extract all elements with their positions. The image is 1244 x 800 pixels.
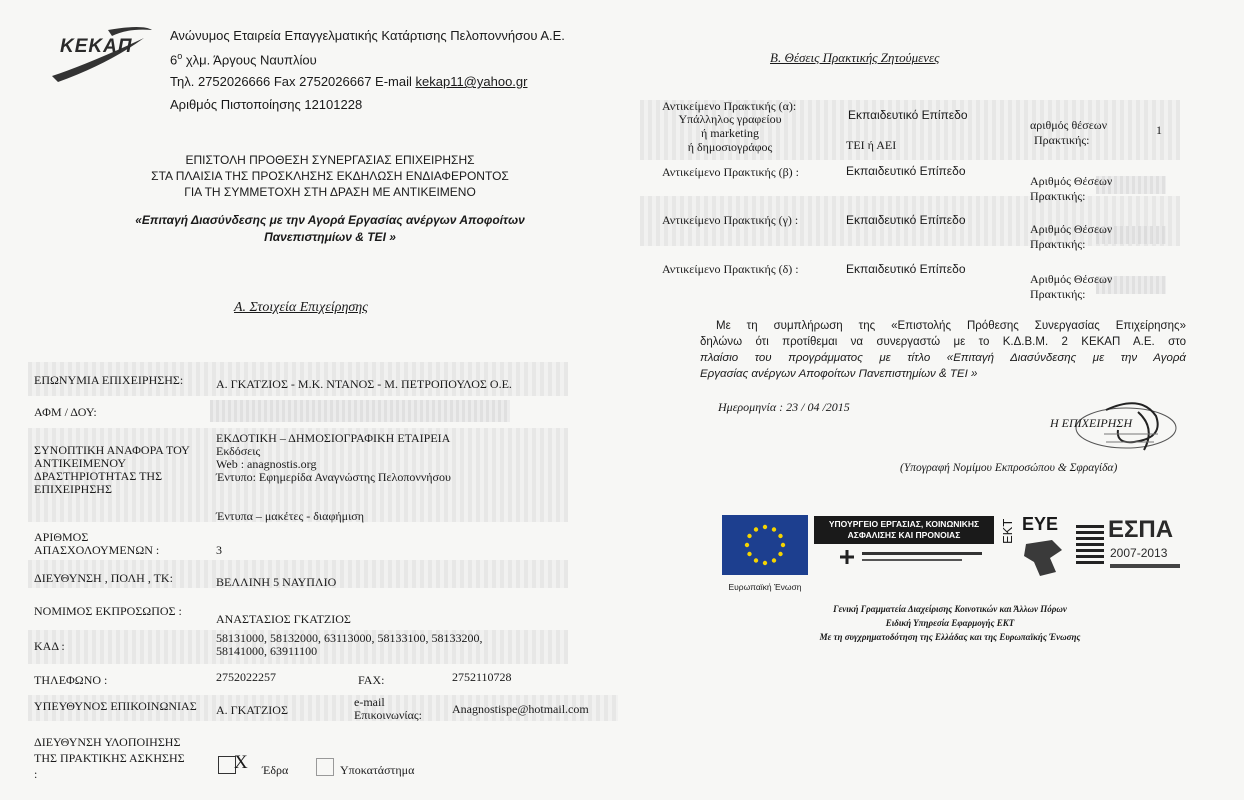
cross-icon <box>840 550 854 564</box>
positions-a-value: 1 <box>1156 123 1162 137</box>
positions-c-label-line: Αριθμός Θέσεων <box>1030 222 1113 236</box>
fax-label: FAX: <box>358 673 385 687</box>
declaration-line: δηλώνω ότι προτίθεμαι να συνεργαστώ με το Κ.Δ.Β.Μ. 2 ΚΕΚΑΠ Α.Ε. στο <box>700 336 1186 348</box>
positions-b-label-line: Πρακτικής: <box>1030 189 1086 203</box>
company-stamp <box>1046 398 1186 464</box>
eye-label: ΕΥΕ <box>1022 514 1059 534</box>
kekap-logo <box>48 24 158 84</box>
representative-label: ΝΟΜΙΜΟΣ ΕΚΠΡΟΣΩΠΟΣ : <box>34 604 182 618</box>
company-name: Ανώνυμος Εταιρεία Επαγγελματικής Κατάρτισης Πελοποννήσου Α.Ε. <box>170 28 565 43</box>
seat-label: Έδρα <box>262 763 289 777</box>
phone-value: 2752022257 <box>216 670 276 684</box>
activity-label-line: ΕΠΙΧΕΙΡΗΣΗΣ <box>34 482 112 496</box>
address-label: ΔΙΕΥΘΥΝΣΗ , ΠΟΛΗ , ΤΚ: <box>34 571 173 585</box>
address-rest: χλμ. Άργους Ναυπλίου <box>182 52 317 68</box>
declaration-line: Εργασίας ανέργων Αποφοίτων Πανεπιστημίων & ΤΕΙ » <box>700 368 978 380</box>
ekt-eye-logo <box>1000 514 1070 586</box>
positions-d-label-line: Πρακτικής: <box>1030 287 1086 301</box>
ministry-line: ΑΣΦΑΛΙΣΗΣ ΚΑΙ ΠΡΟΝΟΙΑΣ <box>847 530 961 540</box>
positions-d-label <box>1030 272 1112 302</box>
title-line: ΣΤΑ ΠΛΑΙΣΙΑ ΤΗΣ ΠΡΟΣΚΛΗΣΗΣ ΕΚΔΗΛΩΣΗ ΕΝΔΙΑΦΕΡΟΝΤΟΣ <box>151 169 509 183</box>
position-a-line: ή marketing <box>701 126 759 140</box>
edu-level-a-value: ΤΕΙ ή ΑΕΙ <box>846 138 897 152</box>
employees-label <box>34 531 159 557</box>
place-label-line: ΤΗΣ ΠΡΑΚΤΙΚΗΣ ΑΣΚΗΣΗΣ <box>34 751 185 765</box>
program-title-line: «Επιταγή Διασύνδεσης με την Αγορά Εργασίας ανέργων Αποφοίτων <box>135 213 525 227</box>
activity-line: ΕΚΔΟΤΙΚΗ – ΔΗΜΟΣΙΟΓΡΑΦΙΚΗ ΕΤΑΙΡΕΙΑ <box>216 431 451 445</box>
positions-b-label-line: Αριθμός Θέσεων <box>1030 174 1113 188</box>
branch-checkbox[interactable] <box>316 758 334 776</box>
redacted-afm <box>210 400 510 422</box>
contact-email-value: Anagnostispe@hotmail.com <box>452 702 589 716</box>
letter-title <box>90 152 570 200</box>
kad-label: ΚΑΔ : <box>34 639 65 653</box>
representative-value: ΑΝΑΣΤΑΣΙΟΣ ΓΚΑΤΖΙΟΣ <box>216 612 351 626</box>
espa-stripes-icon <box>1076 524 1104 564</box>
espa-logo <box>1076 516 1186 586</box>
afm-label: ΑΦΜ / ΔΟΥ: <box>34 405 97 419</box>
position-c-label: Αντικείμενο Πρακτικής (γ) : <box>662 213 799 227</box>
name-label: ΕΠΩΝΥΜΙΑ ΕΠΙΧΕΙΡΗΣΗΣ: <box>34 373 184 387</box>
kad-line: 58131000, 58132000, 63113000, 58133100, 58133200, <box>216 631 483 645</box>
footer-line: Γενική Γραμματεία Διαχείρισης Κοινοτικών και Άλλων Πόρων <box>833 604 1067 614</box>
title-line: ΕΠΙΣΤΟΛΗ ΠΡΟΘΕΣΗ ΣΥΝΕΡΓΑΣΙΑΣ ΕΠΙΧΕΙΡΗΣΗΣ <box>185 153 475 167</box>
title-line: ΓΙΑ ΤΗ ΣΥΜΜΕΤΟΧΗ ΣΤΗ ΔΡΑΣΗ ΜΕ ΑΝΤΙΚΕΙΜΕΝΟ <box>184 185 476 199</box>
activity-label-line: ΣΥΝΟΠΤΙΚΗ ΑΝΑΦΟΡΑ ΤΟΥ <box>34 443 190 457</box>
email-link[interactable]: kekap11@yahoo.gr <box>415 74 528 89</box>
contact-value: Α. ΓΚΑΤΖΙΟΣ <box>216 703 288 717</box>
activity-extra: Έντυπα – μακέτες - διαφήμιση <box>216 509 365 523</box>
place-label-line: : <box>34 767 38 781</box>
activity-line: Web : anagnostis.org <box>216 457 317 471</box>
eu-caption: Ευρωπαϊκή Ένωση <box>728 582 802 592</box>
position-b-label: Αντικείμενο Πρακτικής (β) : <box>662 165 800 179</box>
ministry-banner <box>814 516 994 544</box>
employees-label-line: ΑΠΑΣΧΟΛΟΥΜΕΝΩΝ : <box>34 543 160 557</box>
positions-a-label-line: Πρακτικής: <box>1034 133 1090 147</box>
seat-check-mark: X <box>234 752 248 773</box>
positions-a-label-line: αριθμός θέσεων <box>1030 118 1108 132</box>
program-title <box>90 212 570 246</box>
email-label-line: e-mail <box>354 695 385 709</box>
greece-map-icon <box>1022 538 1066 578</box>
phone-label: ΤΗΛΕΦΩΝΟ : <box>34 673 108 687</box>
section-a-heading: Α. Στοιχεία Επιχείρησης <box>234 300 368 315</box>
edu-level-d-label: Εκπαιδευτικό Επίπεδο <box>846 262 966 276</box>
company-contacts <box>170 74 527 89</box>
ekt-label: ΕΚΤ <box>1000 518 1015 544</box>
ministry-logo <box>814 516 994 586</box>
position-a-line: Υπάλληλος γραφείου <box>678 112 782 126</box>
declaration-paragraph <box>700 318 1186 382</box>
program-mark <box>862 552 982 555</box>
eu-flag-logo <box>722 515 808 592</box>
fax-value: 2752110728 <box>452 670 512 684</box>
edu-level-a-label: Εκπαιδευτικό Επίπεδο <box>848 108 968 122</box>
positions-c-label <box>1030 222 1112 252</box>
section-b-heading: Β. Θέσεις Πρακτικής Ζητούμενες <box>770 50 940 65</box>
date: Ημερομηνία : 23 / 04 /2015 <box>718 400 850 414</box>
ministry-line: ΥΠΟΥΡΓΕΙΟ ΕΡΓΑΣΙΑΣ, ΚΟΙΝΩΝΙΚΗΣ <box>828 519 980 529</box>
espa-underline <box>1110 564 1180 568</box>
phone-fax: Τηλ. 2752026666 Fax 2752026667 E-mail <box>170 74 416 89</box>
address-sup: ο <box>177 51 183 61</box>
edu-level-c-label: Εκπαιδευτικό Επίπεδο <box>846 213 966 227</box>
program-mark <box>862 559 962 561</box>
company-signature-label: Η ΕΠΙΧΕΙΡΗΣΗ <box>1050 416 1133 430</box>
email-label-line: Επικοινωνίας: <box>354 708 422 722</box>
positions-c-label-line: Πρακτικής: <box>1030 237 1086 251</box>
edu-level-b-label: Εκπαιδευτικό Επίπεδο <box>846 164 966 178</box>
footer-line: Με τη συγχρηματοδότηση της Ελλάδας και της Ευρωπαϊκής Ένωσης <box>819 632 1081 642</box>
address-value: ΒΕΛΛΙΝΗ 5 ΝΑΥΠΛΙΟ <box>216 575 337 589</box>
name-value: Α. ΓΚΑΤΖΙΟΣ - Μ.Κ. ΝΤΑΝΟΣ - Μ. ΠΕΤΡΟΠΟΥΛΟΣ Ο.Ε. <box>216 377 512 391</box>
place-label-line: ΔΙΕΥΘΥΝΣΗ ΥΛΟΠΟΙΗΣΗΣ <box>34 735 181 749</box>
activity-line: Εκδόσεις <box>216 444 261 458</box>
logo-text: ΚΕΚΑΠ <box>60 36 133 57</box>
company-address <box>170 51 317 67</box>
espa-label: ΕΣΠΑ <box>1108 516 1174 543</box>
activity-value <box>216 432 451 484</box>
position-d-label: Αντικείμενο Πρακτικής (δ) : <box>662 262 799 276</box>
stamp-scribble-icon <box>1046 398 1186 464</box>
kad-line: 58141000, 63911100 <box>216 644 318 658</box>
positions-a-label <box>1030 118 1107 148</box>
activity-line: Έντυπο: Εφημερίδα Αναγνώστης Πελοποννήσου <box>216 470 451 484</box>
logos-footer <box>720 602 1180 644</box>
eu-flag-icon <box>722 515 808 575</box>
positions-b-label <box>1030 174 1112 204</box>
contact-label: ΥΠΕΥΘΥΝΟΣ ΕΠΙΚΟΙΝΩΝΙΑΣ <box>34 699 197 713</box>
position-a-label: Αντικείμενο Πρακτικής (α): <box>662 99 797 113</box>
footer-line: Ειδική Υπηρεσία Εφαρμογής ΕΚΤ <box>885 618 1015 628</box>
position-a-line: ή δημοσιογράφος <box>687 140 773 154</box>
program-title-line: Πανεπιστημίων & ΤΕΙ » <box>264 230 396 244</box>
practice-place-label <box>34 734 185 782</box>
signature-caption: (Υπογραφή Νομίμου Εκπροσώπου & Σφραγίδα) <box>900 462 1118 474</box>
branch-label: Υποκατάστημα <box>340 763 415 777</box>
employees-label-line: ΑΡΙΘΜΟΣ <box>34 530 89 544</box>
espa-years: 2007-2013 <box>1110 546 1168 560</box>
positions-d-label-line: Αριθμός Θέσεων <box>1030 272 1113 286</box>
kad-value <box>216 632 483 658</box>
declaration-line: Με τη συμπλήρωση της «Επιστολής Πρόθεσης Συνεργασίας Επιχείρησης» <box>716 320 1186 332</box>
position-a-value <box>640 112 820 154</box>
activity-label-line: ΑΝΤΙΚΕΙΜΕΝΟΥ <box>34 456 127 470</box>
activity-label <box>34 444 190 496</box>
email-label <box>354 696 422 722</box>
employees-value: 3 <box>216 543 222 557</box>
activity-label-line: ΔΡΑΣΤΗΡΙΟΤΗΤΑΣ ΤΗΣ <box>34 469 163 483</box>
certification-number: Αριθμός Πιστοποίησης 12101228 <box>170 97 363 112</box>
declaration-line: πλαίσιο του προγράμματος με τίτλο «Επιταγή Διασύνδεσης με την Αγορά <box>700 352 1186 364</box>
address-km: 6 <box>170 52 178 68</box>
